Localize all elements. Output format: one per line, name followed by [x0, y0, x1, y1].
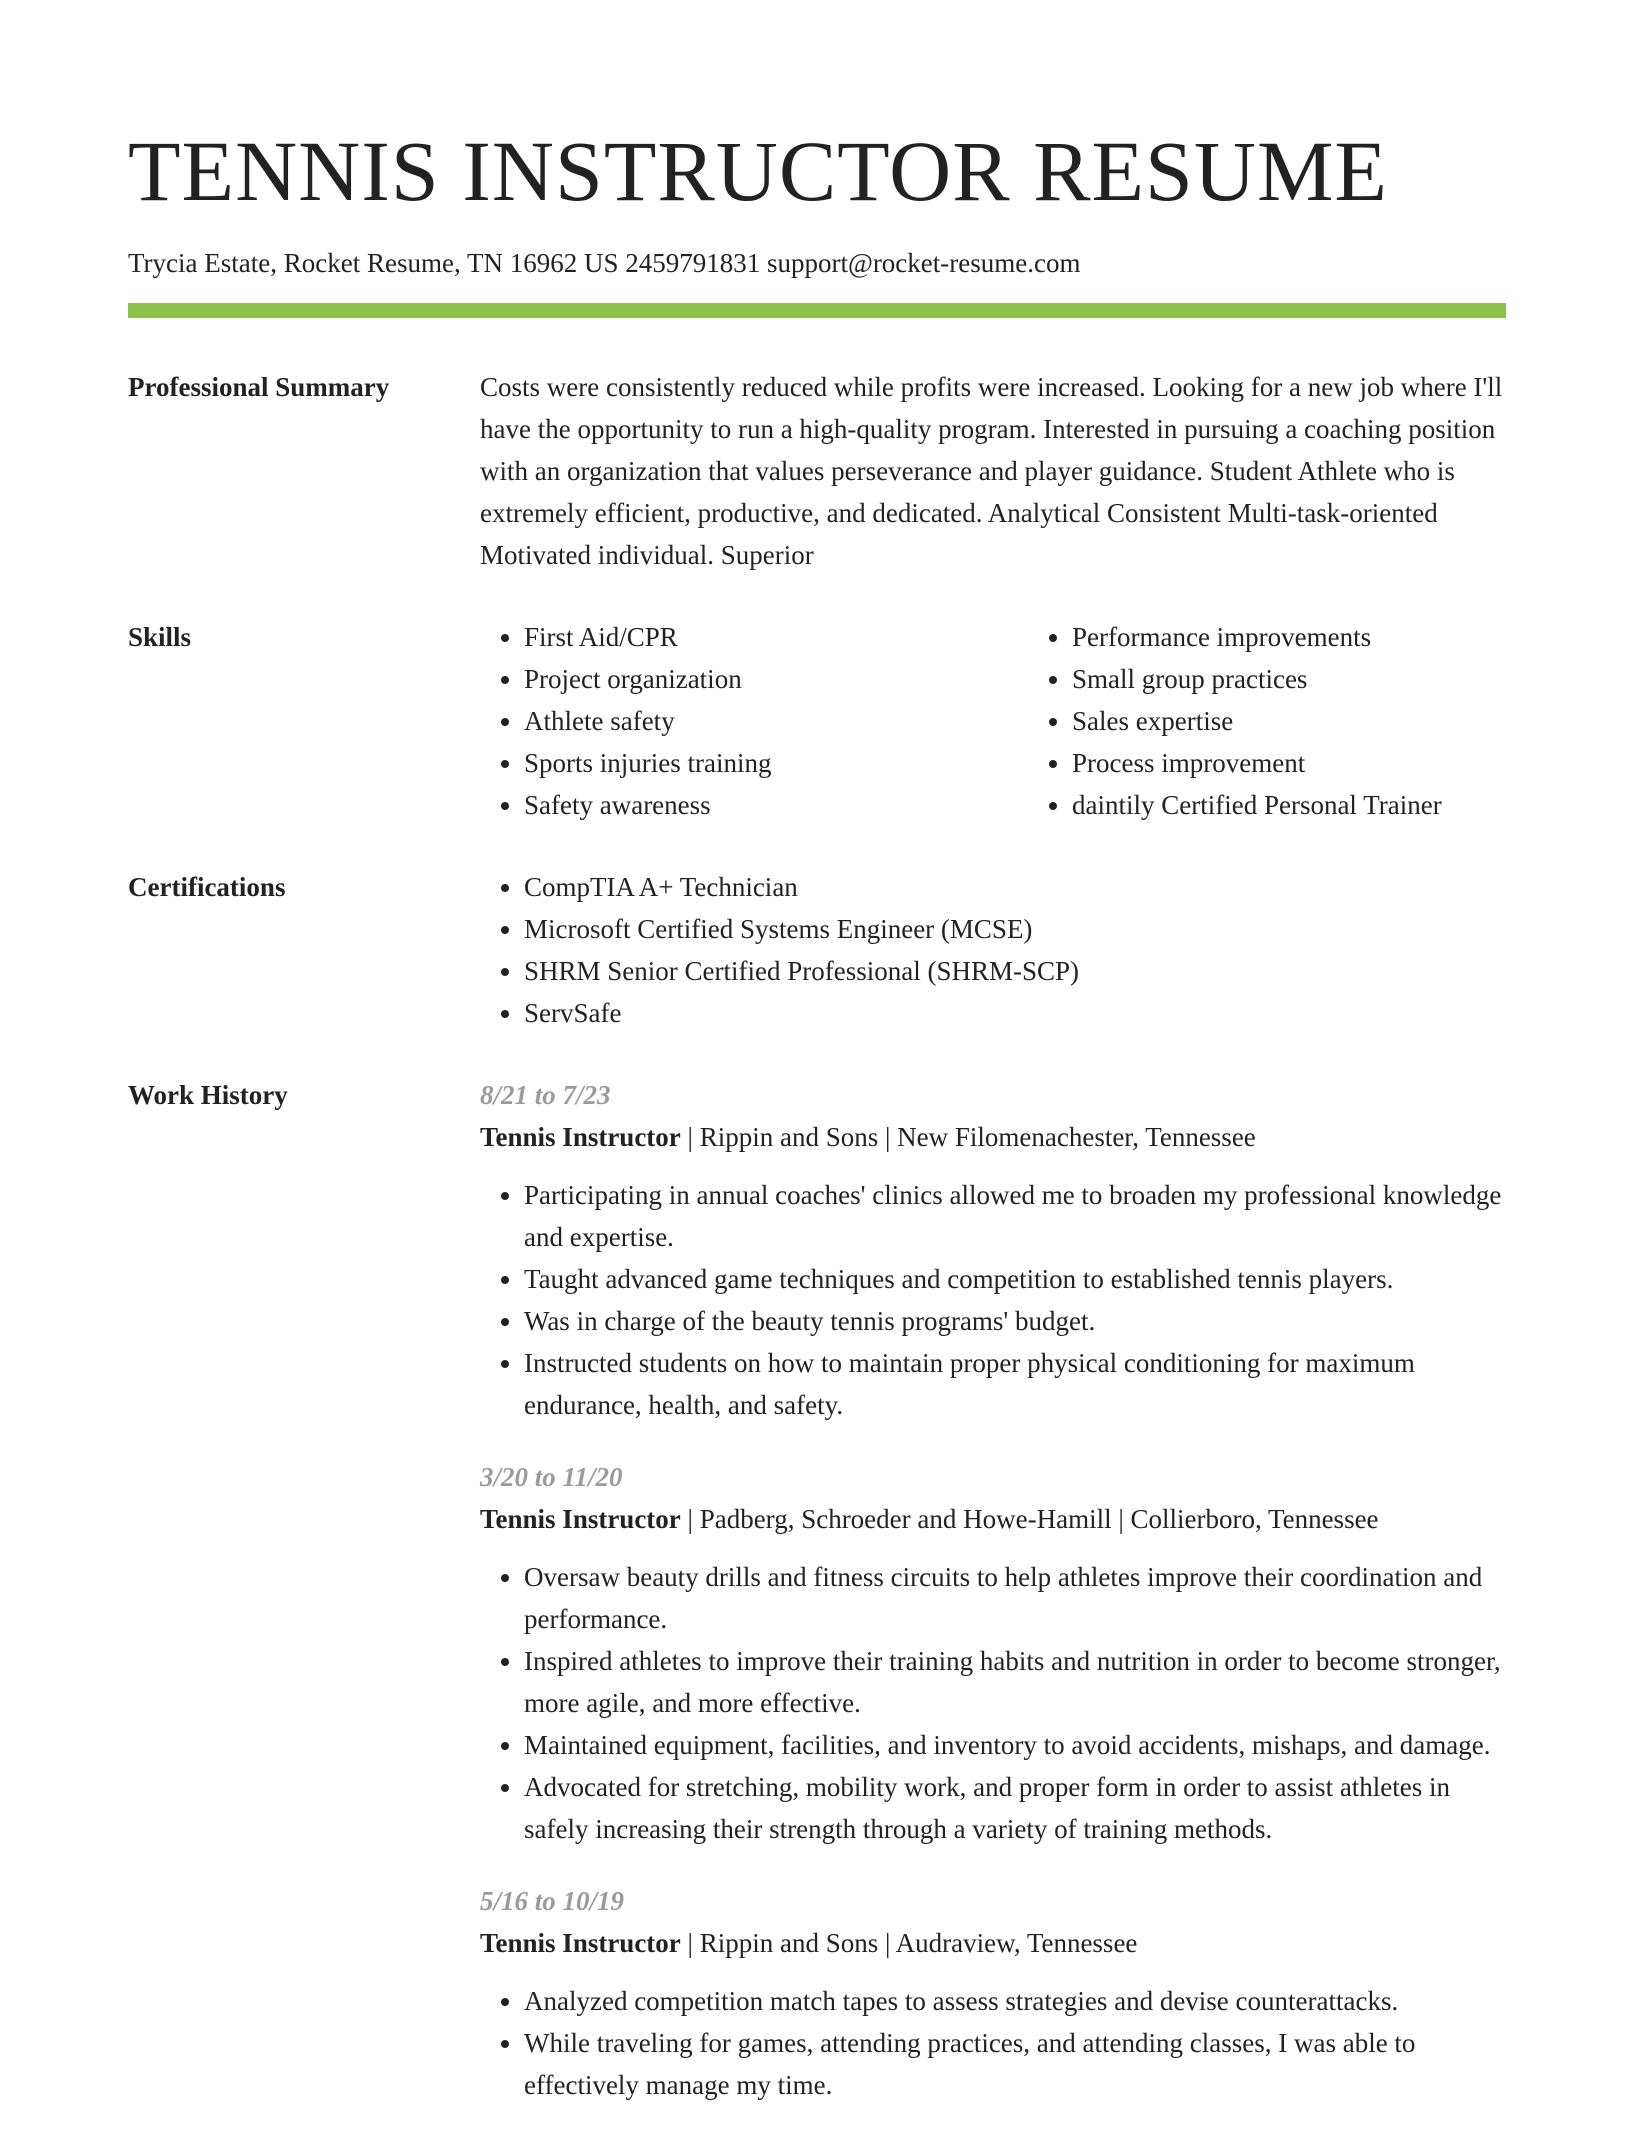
section-label-summary: Professional Summary: [128, 372, 390, 402]
skill-item: • Process improvement: [1072, 742, 1576, 784]
certification-item: • ServSafe: [524, 992, 1506, 1034]
resume-title: TENNIS INSTRUCTOR RESUME: [128, 123, 1388, 219]
contact-line: Trycia Estate, Rocket Resume, TN 16962 US 2459791831 support@rocket-resume.com: [128, 248, 1081, 278]
skill-item: • Performance improvements: [1072, 616, 1576, 658]
certifications-section: [128, 866, 1506, 1034]
job-bullets: [480, 1556, 1506, 1850]
summary-body: [480, 366, 1506, 576]
job-bullet: • Maintained equipment, facilities, and inventory to avoid accidents, mishaps, and damage.: [524, 1724, 1506, 1766]
job-heading: [480, 1116, 1506, 1158]
skills-body: [480, 616, 1576, 826]
job-bullet: • While traveling for games, attending practices, and attending classes, I was able to effectively manage my time.: [524, 2022, 1506, 2106]
job-employer-location: | Padberg, Schroeder and Howe-Hamill | Collierboro, Tennessee: [680, 1504, 1379, 1534]
work-history-body: [480, 1074, 1506, 2136]
skill-item: • Athlete safety: [524, 700, 1028, 742]
section-label-work-history: Work History: [128, 1080, 288, 1110]
certifications-body: [480, 866, 1506, 1034]
job-bullet: • Participating in annual coaches' clinics allowed me to broaden my professional knowledge and expertise.: [524, 1174, 1506, 1258]
job-entry: [480, 1880, 1506, 2106]
job-employer-location: | Rippin and Sons | New Filomenachester, Tennessee: [680, 1122, 1256, 1152]
job-bullet: • Oversaw beauty drills and fitness circuits to help athletes improve their coordination and performance.: [524, 1556, 1506, 1640]
job-bullet: • Inspired athletes to improve their training habits and nutrition in order to become stronger, more agile, and more effective.: [524, 1640, 1506, 1724]
resume-page: [128, 0, 1506, 2136]
job-bullet: • Advocated for stretching, mobility work, and proper form in order to assist athletes in safely increasing their strength through a variety of training methods.: [524, 1766, 1506, 1850]
work-history-section: [128, 1074, 1506, 2136]
job-bullet: • Taught advanced game techniques and competition to established tennis players.: [524, 1258, 1506, 1300]
job-bullet: • Was in charge of the beauty tennis programs' budget.: [524, 1300, 1506, 1342]
job-heading: [480, 1498, 1506, 1540]
professional-summary-section: [128, 366, 1506, 576]
skill-item: • Safety awareness: [524, 784, 1028, 826]
accent-divider: [128, 303, 1506, 318]
job-entry: [480, 1456, 1506, 1850]
job-bullet: • Analyzed competition match tapes to assess strategies and devise counterattacks.: [524, 1980, 1506, 2022]
job-bullet: • Instructed students on how to maintain proper physical conditioning for maximum endurance, health, and safety.: [524, 1342, 1506, 1426]
job-bullets: [480, 1980, 1506, 2106]
job-dates: 3/20 to 11/20: [480, 1462, 623, 1492]
job-entry: [480, 1074, 1506, 1426]
skill-item: • Sales expertise: [1072, 700, 1576, 742]
certification-item: • Microsoft Certified Systems Engineer (MCSE): [524, 908, 1506, 950]
certification-item: • SHRM Senior Certified Professional (SHRM-SCP): [524, 950, 1506, 992]
certification-item: • CompTIA A+ Technician: [524, 866, 1506, 908]
job-heading: [480, 1922, 1506, 1964]
summary-text: Costs were consistently reduced while profits were increased. Looking for a new job where I'll have the opportunity to run a high-quality program. Interested in pursuing a coaching position with an organization that values perseverance and player guidance. Student Athlete who is extremely efficient, productive, and dedicated. Analytical Consistent Multi-task-oriented Motivated individual. Superior: [480, 372, 1503, 570]
skills-section: [128, 616, 1506, 826]
skill-item: • daintily Certified Personal Trainer: [1072, 784, 1576, 826]
section-label-certifications: Certifications: [128, 872, 286, 902]
certifications-list: [480, 866, 1506, 1034]
job-dates: 8/21 to 7/23: [480, 1080, 611, 1110]
job-title: Tennis Instructor: [480, 1928, 681, 1958]
job-dates: 5/16 to 10/19: [480, 1886, 625, 1916]
skills-list-right: [1028, 616, 1576, 826]
job-bullets: [480, 1174, 1506, 1426]
job-title: Tennis Instructor: [480, 1504, 681, 1534]
skill-item: • Project organization: [524, 658, 1028, 700]
skills-list-left: [480, 616, 1028, 826]
skill-item: • First Aid/CPR: [524, 616, 1028, 658]
section-label-skills: Skills: [128, 622, 192, 652]
skill-item: • Sports injuries training: [524, 742, 1028, 784]
job-title: Tennis Instructor: [480, 1122, 681, 1152]
job-employer-location: | Rippin and Sons | Audraview, Tennessee: [680, 1928, 1138, 1958]
skill-item: • Small group practices: [1072, 658, 1576, 700]
